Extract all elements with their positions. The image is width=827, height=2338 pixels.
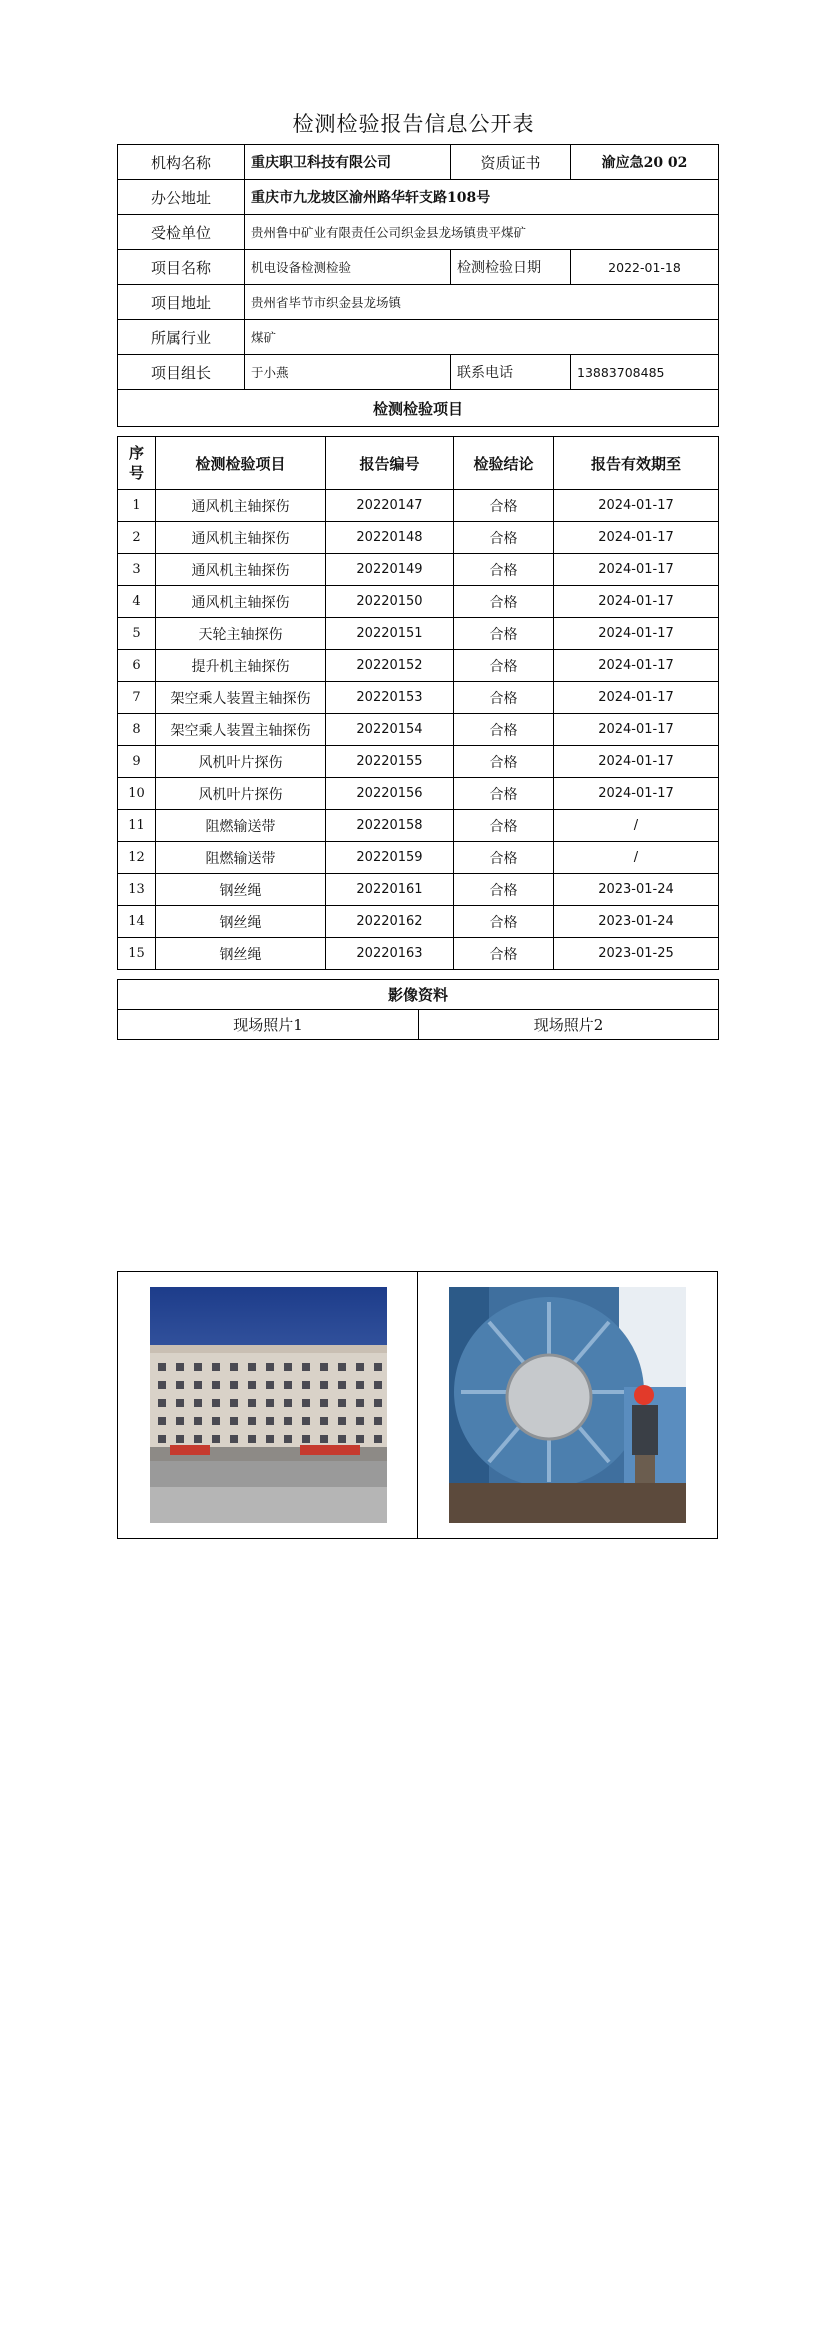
row-valid-until: / <box>554 842 719 874</box>
row-index: 1 <box>118 490 156 522</box>
page-title: 检测检验报告信息公开表 <box>292 112 535 136</box>
media-table <box>117 979 719 1040</box>
row-item: 通风机主轴探伤 <box>156 554 326 586</box>
table-row <box>118 490 719 522</box>
table-row <box>118 522 719 554</box>
address-label: 办公地址 <box>118 180 245 215</box>
table-row <box>118 586 719 618</box>
site-photo-fan <box>449 1287 686 1523</box>
cert-label: 资质证书 <box>451 145 571 180</box>
row-conclusion: 合格 <box>454 874 554 906</box>
photo1-label: 现场照片1 <box>118 1010 419 1040</box>
project-location-label: 项目地址 <box>118 285 245 320</box>
phone-label: 联系电话 <box>451 355 571 390</box>
col-header-index: 序号 <box>118 437 156 490</box>
row-index: 15 <box>118 938 156 970</box>
media-section-title: 影像资料 <box>118 980 719 1010</box>
row-index: 4 <box>118 586 156 618</box>
row-conclusion: 合格 <box>454 778 554 810</box>
site-photo-building <box>150 1287 387 1523</box>
table-row <box>118 682 719 714</box>
row-report-no: 20220155 <box>326 746 454 778</box>
row-index: 13 <box>118 874 156 906</box>
row-report-no: 20220150 <box>326 586 454 618</box>
row-index: 14 <box>118 906 156 938</box>
row-valid-until: 2023-01-24 <box>554 906 719 938</box>
row-item: 通风机主轴探伤 <box>156 490 326 522</box>
leader-label: 项目组长 <box>118 355 245 390</box>
table-row <box>118 554 719 586</box>
leader-value: 于小燕 <box>245 355 451 390</box>
col-header-valid-until: 报告有效期至 <box>554 437 719 490</box>
photo-frame <box>117 1271 718 1539</box>
row-valid-until: 2024-01-17 <box>554 714 719 746</box>
row-index: 7 <box>118 682 156 714</box>
inspection-items-table <box>117 436 719 970</box>
row-valid-until: 2024-01-17 <box>554 490 719 522</box>
col-header-report-no: 报告编号 <box>326 437 454 490</box>
row-report-no: 20220159 <box>326 842 454 874</box>
project-name-value: 机电设备检测检验 <box>245 250 451 285</box>
row-conclusion: 合格 <box>454 842 554 874</box>
row-item: 风机叶片探伤 <box>156 746 326 778</box>
org-info-table <box>117 144 719 427</box>
row-report-no: 20220147 <box>326 490 454 522</box>
unit-value: 贵州鲁中矿业有限责任公司织金县龙场镇贵平煤矿 <box>245 215 719 250</box>
col-header-conclusion: 检验结论 <box>454 437 554 490</box>
row-valid-until: / <box>554 810 719 842</box>
org-name-value: 重庆职卫科技有限公司 <box>245 145 451 180</box>
row-index: 2 <box>118 522 156 554</box>
row-index: 6 <box>118 650 156 682</box>
row-item: 钢丝绳 <box>156 874 326 906</box>
row-valid-until: 2024-01-17 <box>554 554 719 586</box>
row-index: 5 <box>118 618 156 650</box>
project-name-label: 项目名称 <box>118 250 245 285</box>
row-valid-until: 2024-01-17 <box>554 618 719 650</box>
inspection-date-value: 2022-01-18 <box>571 250 719 285</box>
row-report-no: 20220156 <box>326 778 454 810</box>
row-item: 钢丝绳 <box>156 906 326 938</box>
table-row <box>118 778 719 810</box>
row-conclusion: 合格 <box>454 682 554 714</box>
items-header-row <box>118 437 719 490</box>
row-conclusion: 合格 <box>454 938 554 970</box>
row-valid-until: 2024-01-17 <box>554 522 719 554</box>
cert-value: 渝应急20 02 <box>571 145 719 180</box>
industry-value: 煤矿 <box>245 320 719 355</box>
row-report-no: 20220149 <box>326 554 454 586</box>
row-item: 天轮主轴探伤 <box>156 618 326 650</box>
row-report-no: 20220154 <box>326 714 454 746</box>
org-name-label: 机构名称 <box>118 145 245 180</box>
row-conclusion: 合格 <box>454 490 554 522</box>
inspection-date-label: 检测检验日期 <box>451 250 571 285</box>
row-report-no: 20220152 <box>326 650 454 682</box>
industry-label: 所属行业 <box>118 320 245 355</box>
row-conclusion: 合格 <box>454 746 554 778</box>
table-row <box>118 714 719 746</box>
row-conclusion: 合格 <box>454 554 554 586</box>
row-valid-until: 2023-01-24 <box>554 874 719 906</box>
unit-label: 受检单位 <box>118 215 245 250</box>
phone-value: 13883708485 <box>571 355 719 390</box>
table-row <box>118 746 719 778</box>
col-header-item: 检测检验项目 <box>156 437 326 490</box>
photo2-label: 现场照片2 <box>419 1010 719 1040</box>
table-row <box>118 906 719 938</box>
table-row <box>118 874 719 906</box>
row-item: 风机叶片探伤 <box>156 778 326 810</box>
row-report-no: 20220153 <box>326 682 454 714</box>
row-index: 11 <box>118 810 156 842</box>
row-item: 提升机主轴探伤 <box>156 650 326 682</box>
row-index: 9 <box>118 746 156 778</box>
row-index: 12 <box>118 842 156 874</box>
row-item: 阻燃输送带 <box>156 810 326 842</box>
table-row <box>118 810 719 842</box>
row-report-no: 20220148 <box>326 522 454 554</box>
address-value: 重庆市九龙坡区渝州路华轩支路108号 <box>245 180 719 215</box>
row-item: 通风机主轴探伤 <box>156 522 326 554</box>
row-item: 通风机主轴探伤 <box>156 586 326 618</box>
row-index: 10 <box>118 778 156 810</box>
row-valid-until: 2024-01-17 <box>554 778 719 810</box>
row-item: 钢丝绳 <box>156 938 326 970</box>
row-conclusion: 合格 <box>454 522 554 554</box>
table-row <box>118 938 719 970</box>
row-report-no: 20220163 <box>326 938 454 970</box>
row-report-no: 20220151 <box>326 618 454 650</box>
row-valid-until: 2024-01-17 <box>554 650 719 682</box>
row-conclusion: 合格 <box>454 586 554 618</box>
row-item: 架空乘人装置主轴探伤 <box>156 682 326 714</box>
row-conclusion: 合格 <box>454 906 554 938</box>
row-report-no: 20220158 <box>326 810 454 842</box>
row-index: 8 <box>118 714 156 746</box>
row-conclusion: 合格 <box>454 618 554 650</box>
items-section-title: 检测检验项目 <box>118 390 719 427</box>
row-valid-until: 2024-01-17 <box>554 682 719 714</box>
row-valid-until: 2023-01-25 <box>554 938 719 970</box>
row-valid-until: 2024-01-17 <box>554 586 719 618</box>
row-valid-until: 2024-01-17 <box>554 746 719 778</box>
row-conclusion: 合格 <box>454 810 554 842</box>
table-row <box>118 618 719 650</box>
row-report-no: 20220161 <box>326 874 454 906</box>
table-row <box>118 650 719 682</box>
row-index: 3 <box>118 554 156 586</box>
row-conclusion: 合格 <box>454 714 554 746</box>
row-conclusion: 合格 <box>454 650 554 682</box>
photo-divider <box>417 1272 418 1538</box>
row-report-no: 20220162 <box>326 906 454 938</box>
project-location-value: 贵州省毕节市织金县龙场镇 <box>245 285 719 320</box>
row-item: 阻燃输送带 <box>156 842 326 874</box>
row-item: 架空乘人装置主轴探伤 <box>156 714 326 746</box>
table-row <box>118 842 719 874</box>
